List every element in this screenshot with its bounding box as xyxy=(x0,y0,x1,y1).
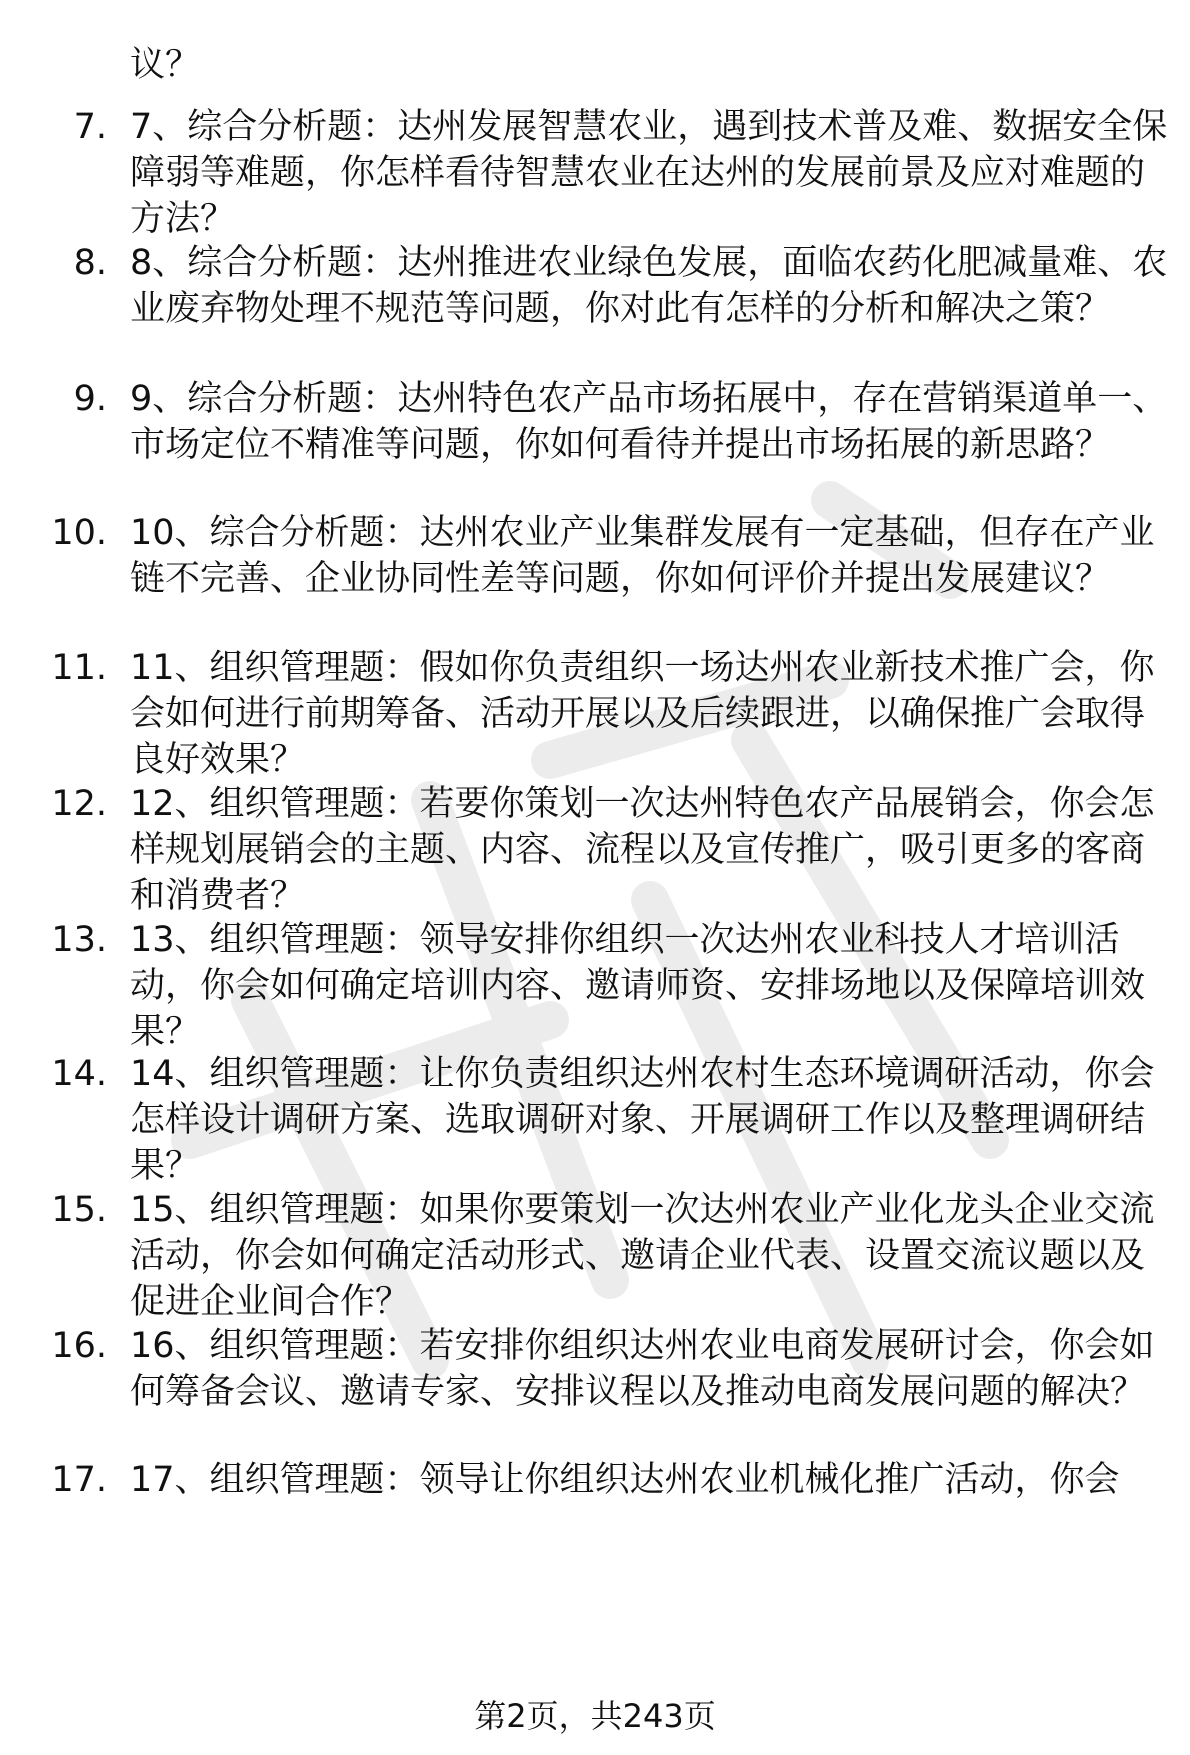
page-footer: 第2页，共243页 xyxy=(474,1697,716,1735)
item-number: 16. xyxy=(51,1326,107,1366)
item-number: 12. xyxy=(51,784,107,824)
item-text: 8、综合分析题：达州推进农业绿色发展，面临农药化肥减量难、农业废弃物处理不规范等问题，你对此有怎样的分析和解决之策？ xyxy=(130,243,1168,329)
item-number: 10. xyxy=(51,513,107,553)
item-text: 12、组织管理题：若要你策划一次达州特色农产品展销会，你会怎样规划展销会的主题、内容、流程以及宣传推广，吸引更多的客商和消费者？ xyxy=(130,784,1155,916)
item-number: 7. xyxy=(73,107,107,147)
continuation-text: 议？ xyxy=(130,45,201,85)
item-number: 8. xyxy=(73,243,107,283)
item-text: 15、组织管理题：如果你要策划一次达州农业产业化龙头企业交流活动，你会如何确定活动形式、邀请企业代表、设置交流议题以及促进企业间合作？ xyxy=(130,1190,1155,1322)
item-number: 14. xyxy=(51,1054,107,1094)
item-number: 13. xyxy=(51,920,107,960)
item-text: 11、组织管理题：假如你负责组织一场达州农业新技术推广会，你会如何进行前期筹备、活动开展以及后续跟进，以确保推广会取得良好效果？ xyxy=(130,648,1155,780)
item-text: 13、组织管理题：领导安排你组织一次达州农业科技人才培训活动，你会如何确定培训内容、邀请师资、安排场地以及保障培训效果？ xyxy=(130,920,1146,1052)
item-number: 9. xyxy=(73,379,107,419)
item-number: 11. xyxy=(51,648,107,688)
item-text: 9、综合分析题：达州特色农产品市场拓展中，存在营销渠道单一、市场定位不精准等问题，你如何看待并提出市场拓展的新思路？ xyxy=(130,379,1168,465)
item-number: 17. xyxy=(51,1460,107,1500)
item-text: 16、组织管理题：若安排你组织达州农业电商发展研讨会，你会如何筹备会议、邀请专家、安排议程以及推动电商发展问题的解决？ xyxy=(130,1326,1155,1412)
item-text: 14、组织管理题：让你负责组织达州农村生态环境调研活动，你会怎样设计调研方案、选取调研对象、开展调研工作以及整理调研结果？ xyxy=(130,1054,1155,1186)
item-text: 10、综合分析题：达州农业产业集群发展有一定基础，但存在产业链不完善、企业协同性差等问题，你如何评价并提出发展建议？ xyxy=(130,513,1155,599)
item-number: 15. xyxy=(51,1190,107,1230)
item-text: 7、综合分析题：达州发展智慧农业，遇到技术普及难、数据安全保障弱等难题，你怎样看待智慧农业在达州的发展前景及应对难题的方法？ xyxy=(130,107,1168,239)
item-text: 17、组织管理题：领导让你组织达州农业机械化推广活动，你会 xyxy=(130,1460,1120,1500)
